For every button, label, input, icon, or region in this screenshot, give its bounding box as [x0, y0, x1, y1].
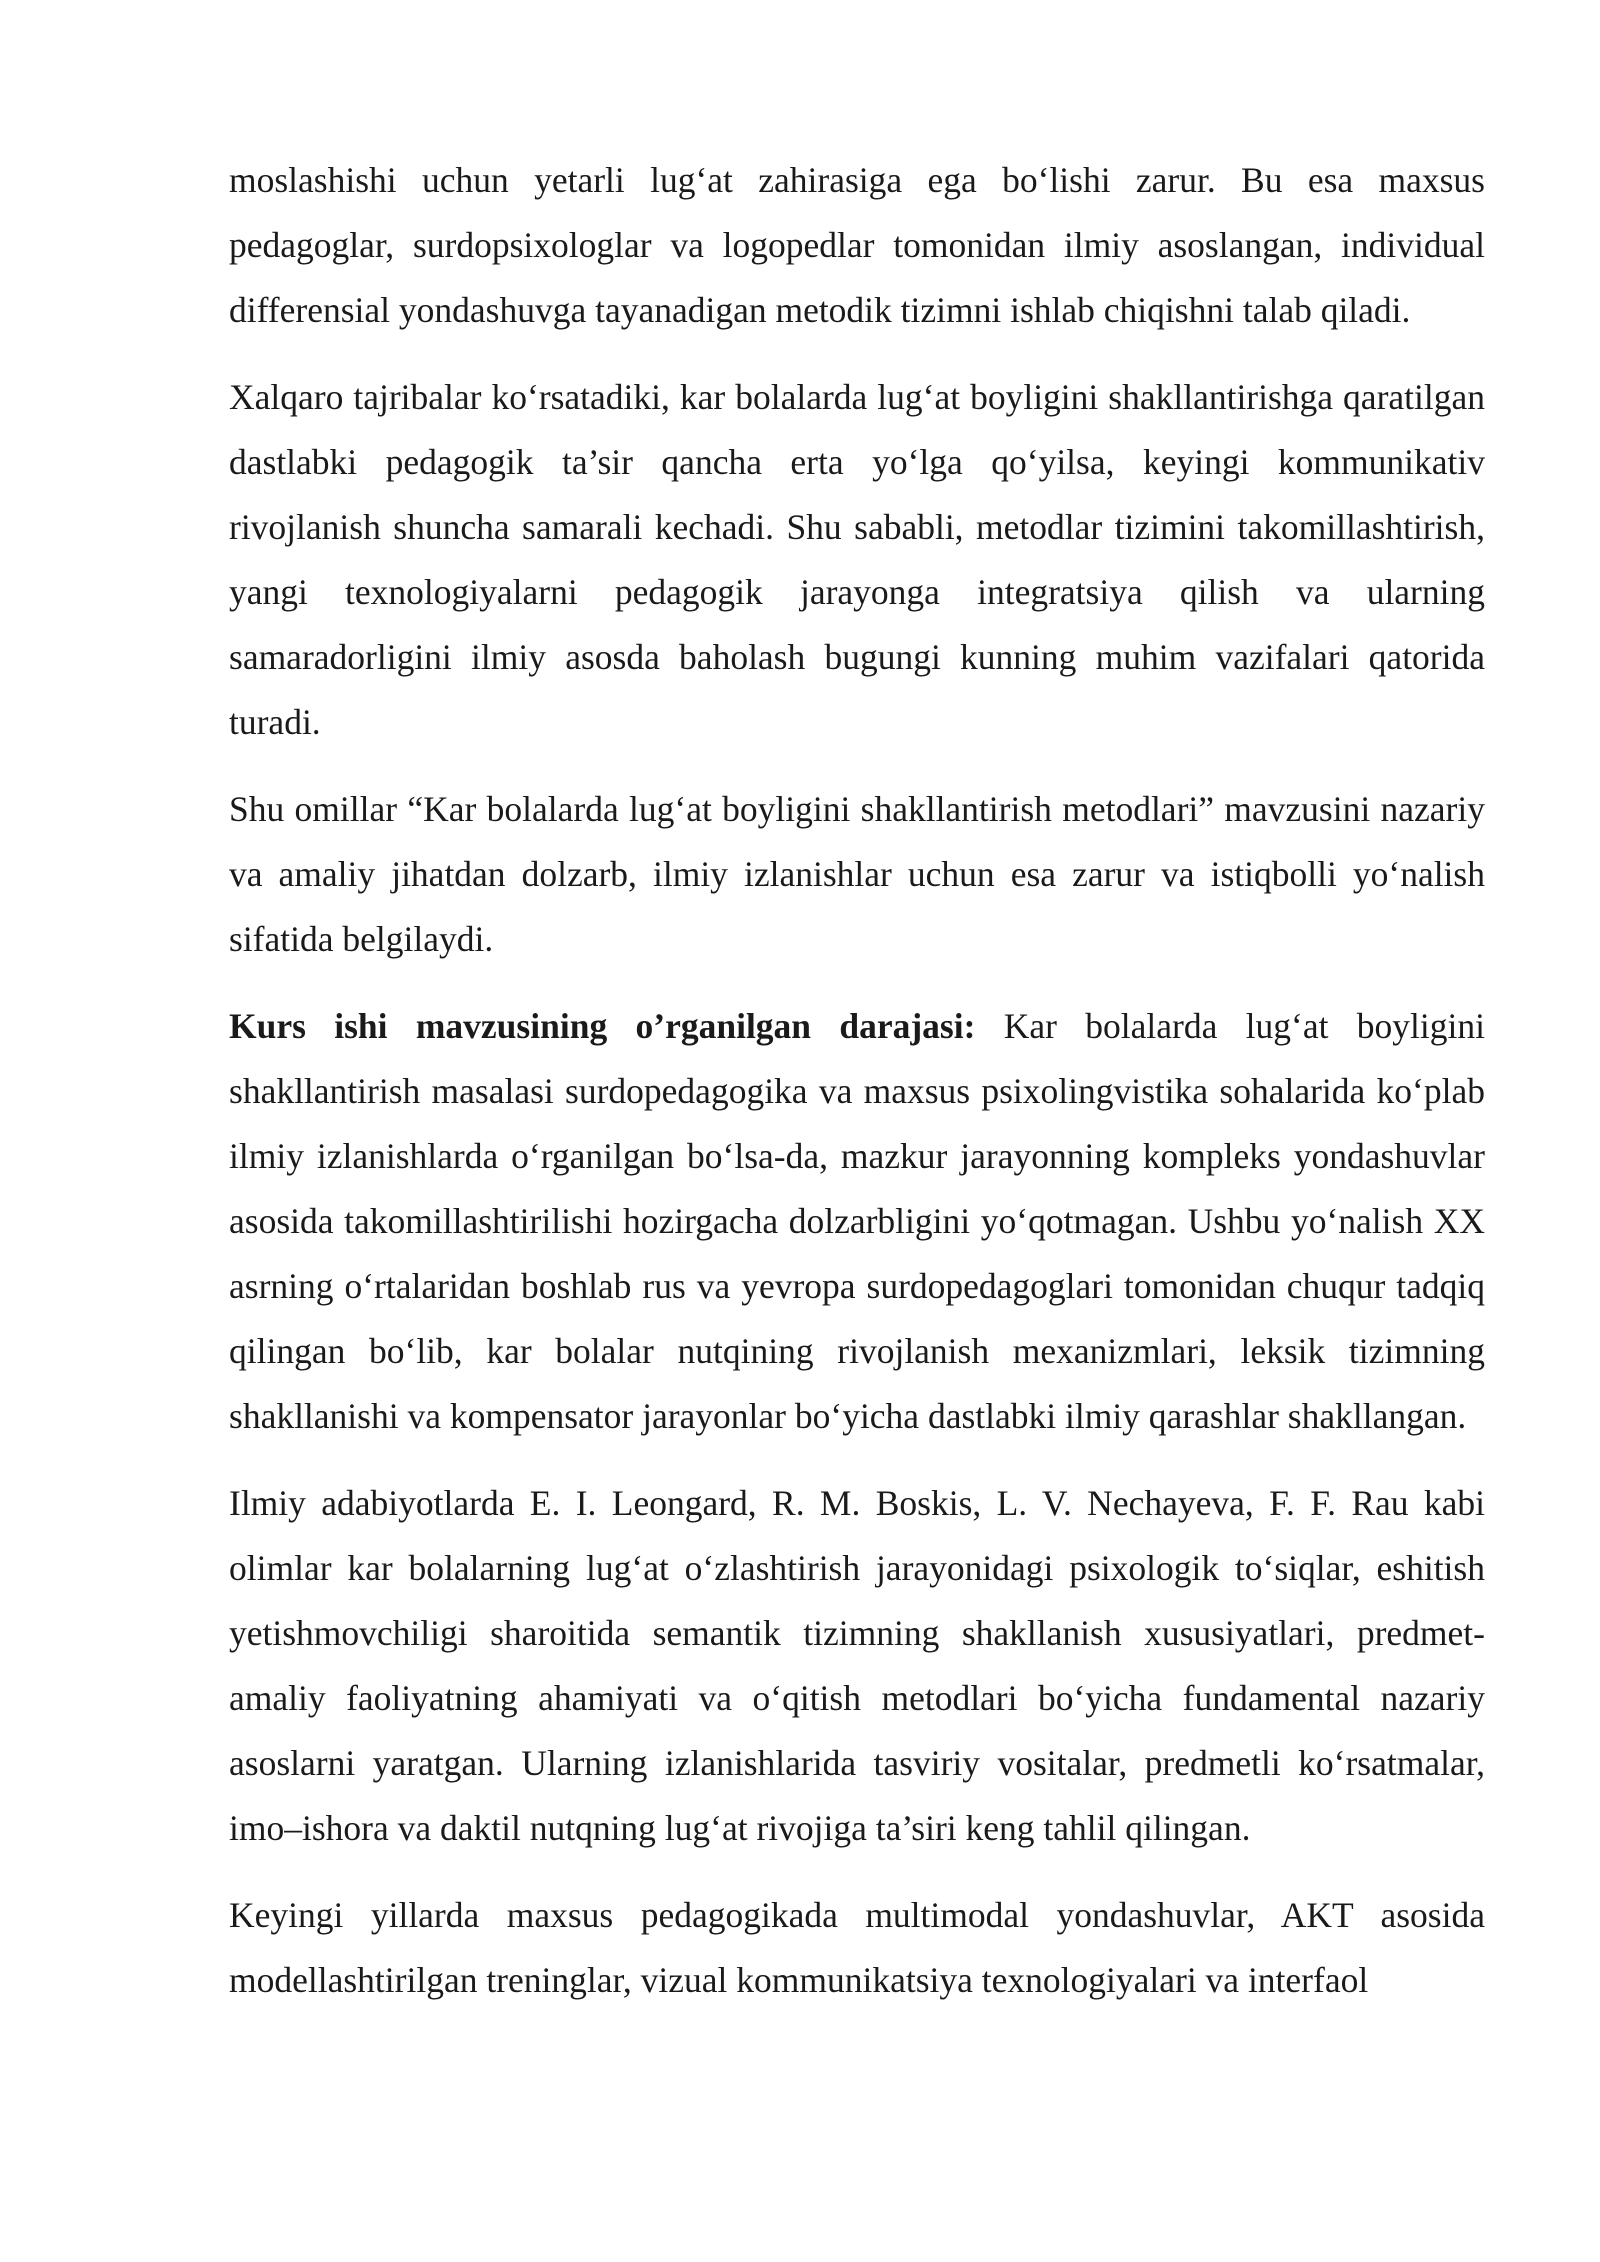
paragraph-2	[229, 365, 1485, 755]
paragraph-1	[229, 148, 1485, 343]
paragraph-text: Shu omillar “Kar bolalarda lug‘at boyligini shakllantirish metodlari” mavzusini nazariy va amaliy jihatdan dolzarb, ilmiy izlanishlar uchun esa zarur va istiqbolli yo‘nalish sifatida belgilaydi.	[229, 789, 1485, 959]
paragraph-text: Kar bolalarda lug‘at boyligini shakllantirish masalasi surdopedagogika va maxsus psixolingvistika sohalarida ko‘plab ilmiy izlanishlarda o‘rganilgan bo‘lsa-da, mazkur jarayonning kompleks yondashuvlar asosida takomillashtirilishi hozirgacha dolzarbligini yo‘qotmagan. Ushbu yo‘nalish XX asrning o‘rtalaridan boshlab rus va yevropa surdopedagoglari tomonidan chuqur tadqiq qilingan bo‘lib, kar bolalar nutqining rivojlanish mexanizmlari, leksik tizimning shakllanishi va kompensator jarayonlar bo‘yicha dastlabki ilmiy qarashlar shakllangan.	[229, 1006, 1485, 1436]
document-body	[229, 148, 1485, 2035]
paragraph-text: Ilmiy adabiyotlarda E. I. Leongard, R. M. Boskis, L. V. Nechayeva, F. F. Rau kabi olimlar kar bolalarning lug‘at o‘zlashtirish jarayonidagi psixologik to‘siqlar, eshitish yetishmovchiligi sharoitida semantik tizimning shakllanish xususiyatlari, predmet-amaliy faoliyatning ahamiyati va o‘qitish metodlari bo‘yicha fundamental nazariy asoslarni yaratgan. Ularning izlanishlarida tasviriy vositalar, predmetli ko‘rsatmalar, imo–ishora va daktil nutqning lug‘at rivojiga ta’siri keng tahlil qilingan.	[229, 1483, 1485, 1848]
paragraph-4	[229, 994, 1485, 1449]
paragraph-text: Keyingi yillarda maxsus pedagogikada multimodal yondashuvlar, AKT asosida modellashtirilgan treninglar, vizual kommunikatsiya texnologiyalari va interfaol	[229, 1895, 1485, 2000]
paragraph-5	[229, 1471, 1485, 1861]
section-heading-inline: Kurs ishi mavzusining o’rganilgan darajasi:	[229, 1006, 976, 1046]
paragraph-text: moslashishi uchun yetarli lug‘at zahirasiga ega bo‘lishi zarur. Bu esa maxsus pedagoglar, surdopsixologlar va logopedlar tomonidan ilmiy asoslangan, individual differensial yondashuvga tayanadigan metodik tizimni ishlab chiqishni talab qiladi.	[229, 160, 1485, 330]
paragraph-6	[229, 1883, 1485, 2013]
paragraph-text: Xalqaro tajribalar ko‘rsatadiki, kar bolalarda lug‘at boyligini shakllantirishga qaratilgan dastlabki pedagogik ta’sir qancha erta yo‘lga qo‘yilsa, keyingi kommunikativ rivojlanish shuncha samarali kechadi. Shu sababli, metodlar tizimini takomillashtirish, yangi texnologiyalarni pedagogik jarayonga integratsiya qilish va ularning samaradorligini ilmiy asosda baholash bugungi kunning muhim vazifalari qatorida turadi.	[229, 377, 1485, 742]
paragraph-3	[229, 777, 1485, 972]
